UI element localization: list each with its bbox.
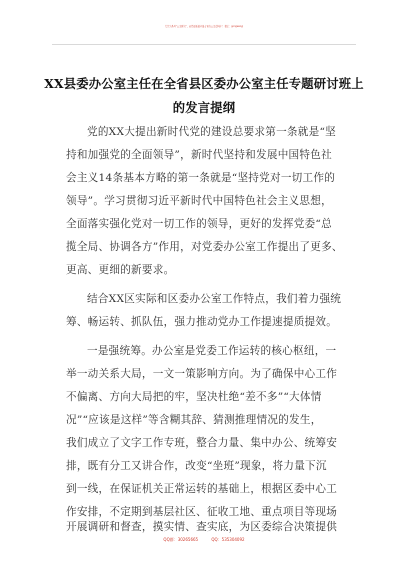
paragraph-3-line: 开展调研和督查，摸实情、查实底，为区委综合决策提供 (66, 521, 338, 533)
paragraph-3-line: 一是强统筹。办公室是党委工作运转的核心枢纽，一 (87, 345, 337, 357)
paragraph-3-line: 我们成立了文字工作专班，整合力量、集中办公、统筹安 (66, 437, 338, 449)
paragraph-1-line: 领导”。学习贯彻习近平新时代中国特色社会主义思想， (66, 195, 332, 207)
footer-qq-number: QQ：535304092 (211, 537, 245, 542)
footer-contact (0, 537, 408, 543)
paragraph-1-line: 更高、更细的新要求。 (66, 264, 175, 276)
header-banner: 关注头条号“公文研究”，获得最新最全最专业的公文资料库！ 微信：gongwenyj (164, 25, 244, 28)
document-title-line-2: 的发言提纲 (172, 100, 236, 115)
paragraph-3-line: 举一动关系大局，一文一策影响方向。为了确保中心工作 (66, 368, 338, 380)
paragraph-1-line: 会主义14条基本方略的第一条就是“坚持党对一切工作的 (66, 172, 336, 184)
header-divider (52, 44, 356, 45)
paragraph-2-line: 结合XX区实际和区委办公室工作特点，我们着力强统 (87, 293, 342, 305)
paragraph-3-line: 况”“应该是这样”等含糊其辞、猜测推理情况的发生， (66, 414, 322, 426)
paragraph-1-line: 党的XX大提出新时代党的建设总要求第一条就是“坚 (87, 126, 336, 138)
footer-qq-group: QQ群：30265665 (163, 537, 199, 542)
paragraph-2-line: 筹、畅运转、抓队伍，强力推动党办工作提速提质提效。 (66, 316, 338, 328)
paragraph-3-line: 排，既有分工又讲合作，改变“坐班”现象，将力量下沉 (66, 460, 327, 472)
paragraph-3-line: 作安排，不定期到基层社区、征收工地、重点项目等现场 (66, 506, 338, 518)
paragraph-1-line: 全面落实强化党对一切工作的领导，更好的发挥党委“总 (66, 218, 332, 230)
document-title-line-1: XX县委办公室主任在全省县区委办公室主任专题研讨班上 (44, 76, 364, 91)
paragraph-1-line: 持和加强党的全面领导”，新时代坚持和发展中国特色社 (66, 149, 332, 161)
paragraph-1-line: 揽全局、协调各方”作用，对党委办公室工作提出了更多、 (66, 241, 343, 253)
paragraph-3-line: 到一线，在保证机关正常运转的基础上，根据区委中心工 (66, 483, 338, 495)
paragraph-3-line: 不偏离、方向大局把的牢，坚决杜绝“差不多”“大体情 (66, 391, 322, 403)
